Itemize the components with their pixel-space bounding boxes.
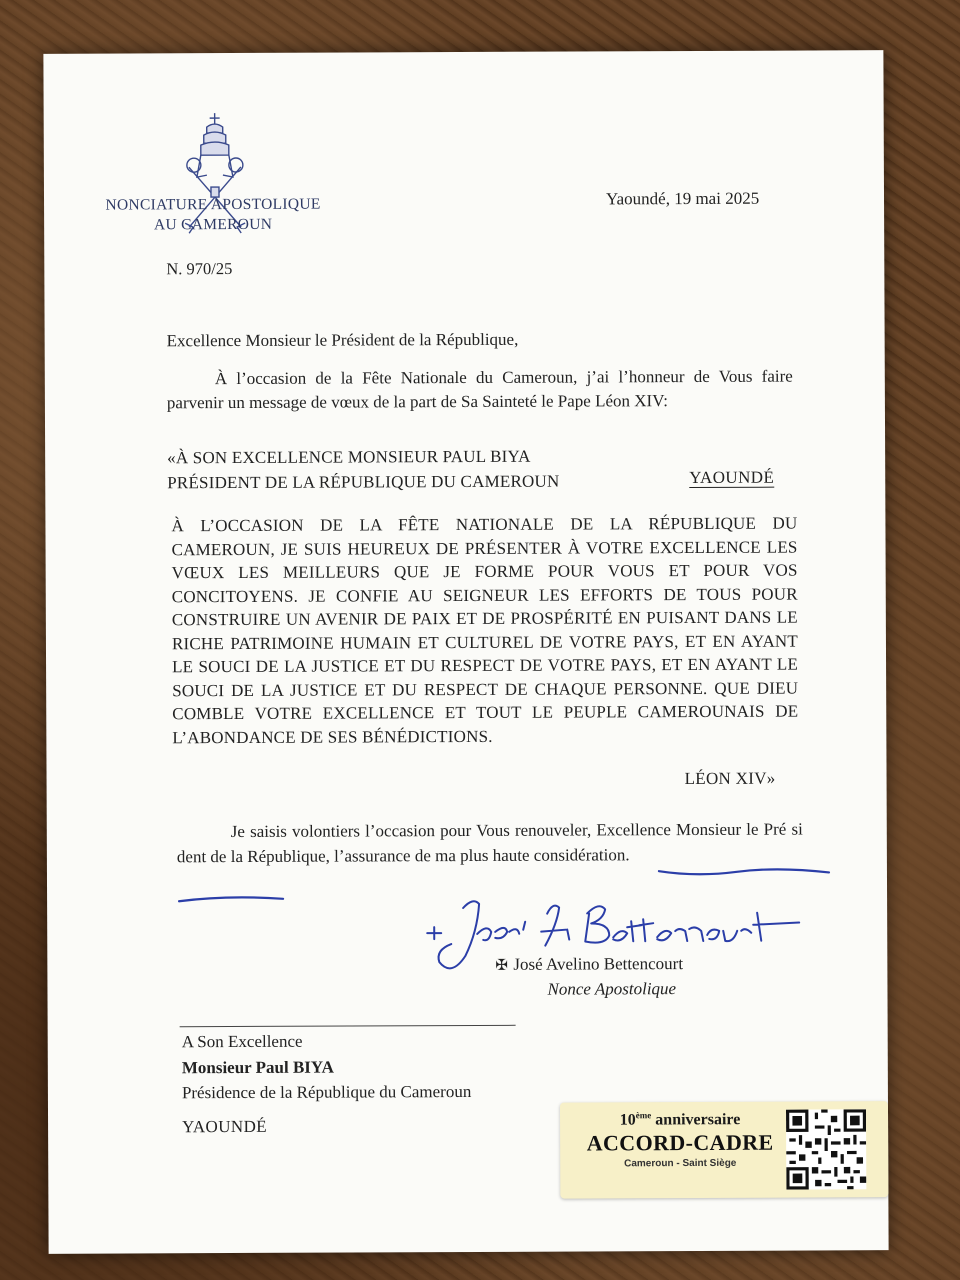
qr-code-icon[interactable] [786, 1109, 866, 1189]
reference-number: N. 970/25 [166, 259, 233, 279]
recipient-city: YAOUNDÉ [182, 1116, 268, 1137]
message-address-line-1: «À SON EXCELLENCE MONSIEUR PAUL BIYA [167, 446, 531, 468]
letter-date: Yaoundé, 19 mai 2025 [605, 188, 760, 209]
signer-title: Nonce Apostolique [547, 979, 677, 999]
org-line-1: NONCIATURE APOSTOLIQUE [105, 195, 321, 214]
closing-paragraph [177, 818, 803, 870]
org-line-2: AU CAMEROUN [153, 215, 273, 234]
sticker-ordinal: 10 [619, 1111, 636, 1129]
recipient-line-1: A Son Excellence [181, 1031, 303, 1052]
papal-message-body: À L’OCCASION DE LA FÊTE NATIONALE DE LA RÉPUBLIQUE DU CAMEROUN, JE SUIS HEUREUX DE PRÉSENTER À VOTRE EXCELLENCE LES VŒUX LES MEILLEURS QUE JE FORME POUR VOUS ET POUR VOS CONCITOYENS. JE CONFIE AU SEIGNEUR LES EFFORTS DE TOUS POUR CONSTRUIRE UN AVENIR DE PAIX ET DE PROSPÉRITÉ EN PUISANT DANS LE RICHE PATRIMOINE HUMAIN ET CULTUREL DE VOTRE PAYS, ET EN AYANT LE SOUCI DE LA JUSTICE ET DU RESPECT DE VOTRE PAYS, ET EN AYANT LE SOUCI DE LA JUSTICE ET DU RESPECT DE CHAQUE PERSONNE. QUE DIEU COMBLE VOTRE EXCELLENCE ET TOUT LE PEUPLE CAMEROUNAIS DE L’ABONDANCE DE SES BÉNÉDICTIONS. [171, 513, 799, 747]
sticker-subtitle: Cameroun - Saint Siège [624, 1157, 737, 1170]
signer-name-text: José Avelino Bettencourt [513, 954, 684, 974]
recipient-office: Présidence de la République du Cameroun [181, 1081, 472, 1103]
letter-page [43, 50, 888, 1254]
intro-paragraph [167, 365, 793, 416]
message-signoff: LÉON XIV» [684, 768, 776, 789]
message-city: YAOUNDÉ [689, 467, 775, 488]
closing-text: Je saisis volontiers l’occasion pour Vous renouveler, Excellence Monsieur le Pré si dent de la République, l’assurance de ma plus haute considération. [176, 819, 803, 866]
sticker-anniversary [580, 1110, 780, 1130]
signer-name [495, 954, 683, 975]
divider [180, 1025, 516, 1027]
recipient-name: Monsieur Paul BIYA [181, 1057, 334, 1078]
ink-underline-word [179, 897, 283, 901]
ink-underline-phrase [659, 869, 829, 874]
cross-pattee-icon: ✠ [495, 957, 508, 974]
sticker-anniversary-word: anniversaire [655, 1111, 741, 1129]
anniversary-sticker [560, 1101, 888, 1198]
sticker-ordinal-suffix: ème [635, 1110, 652, 1121]
salutation: Excellence Monsieur le Président de la République, [166, 329, 519, 351]
intro-text: À l’occasion de la Fête Nationale du Cameroun, j’ai l’honneur de Vous faire parvenir un message de vœux de la part de Sa Sainteté le Pape Léon XIV: [166, 366, 793, 413]
sticker-title: ACCORD-CADRE [586, 1129, 774, 1156]
nunciature-name [98, 195, 328, 236]
message-address-line-2: PRÉSIDENT DE LA RÉPUBLIQUE DU CAMEROUN [167, 471, 560, 493]
